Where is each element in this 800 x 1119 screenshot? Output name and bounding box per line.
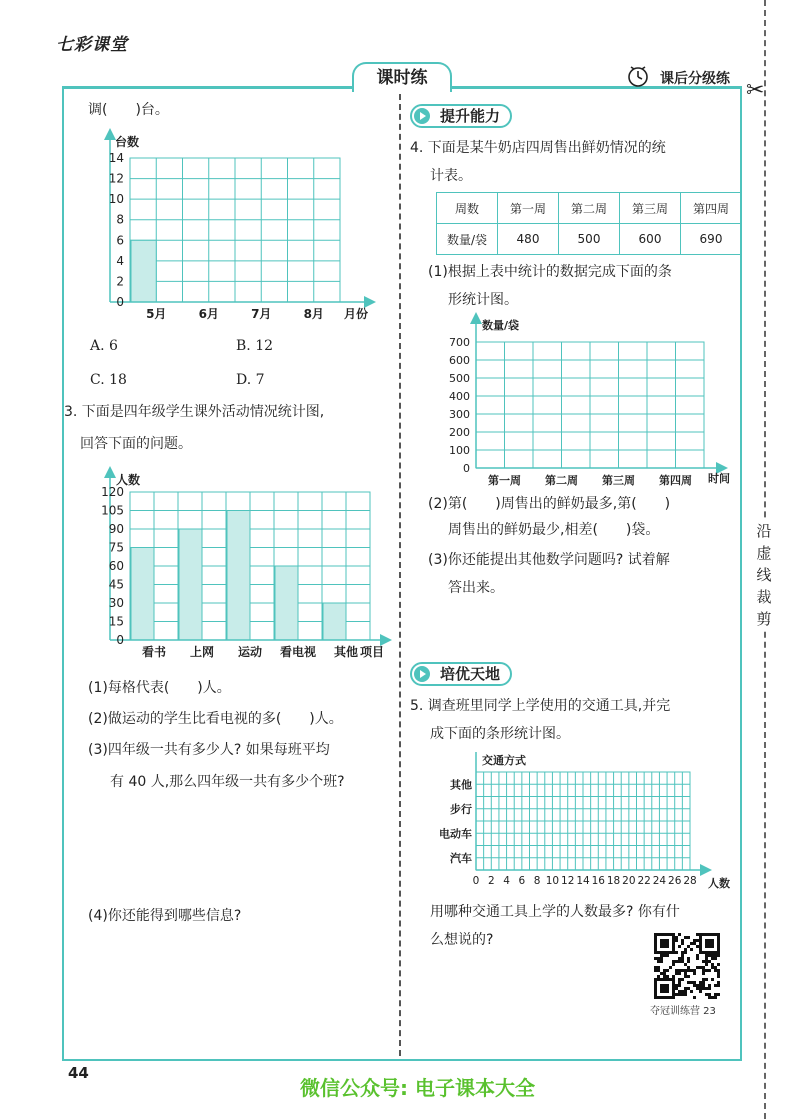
y-tick-label: 600 — [449, 354, 470, 367]
qr-module — [660, 957, 663, 960]
chart-transport — [430, 744, 740, 892]
cut-char: 线 — [756, 566, 772, 584]
qr-module — [711, 978, 714, 981]
qr-module — [714, 993, 717, 996]
qr-finder — [660, 939, 669, 948]
qr-module — [681, 990, 684, 993]
qr-module — [693, 984, 696, 987]
x-tick-label: 12 — [561, 875, 575, 887]
qr-module — [687, 945, 690, 948]
qr-module — [675, 984, 678, 987]
qr-module — [711, 954, 714, 957]
x-tick-label: 16 — [591, 875, 605, 887]
qr-module — [684, 972, 687, 975]
qr-module — [672, 975, 675, 978]
qr-module — [711, 966, 714, 969]
x-tick-label: 看书 — [141, 645, 167, 659]
qr-module — [693, 972, 696, 975]
qr-module — [681, 969, 684, 972]
table-cell: 周数 — [437, 193, 498, 224]
qr-module — [705, 954, 708, 957]
qr-module — [681, 978, 684, 981]
qr-module — [675, 960, 678, 963]
qr-module — [714, 996, 717, 999]
qr-module — [705, 957, 708, 960]
qr-module — [717, 984, 720, 987]
qr-module — [681, 951, 684, 954]
qr-module — [678, 960, 681, 963]
q2-tail: 调( )台。 — [88, 102, 169, 118]
qr-module — [708, 984, 711, 987]
y-tick-label: 700 — [449, 336, 470, 349]
qr-module — [690, 981, 693, 984]
qr-module — [684, 990, 687, 993]
x-tick-label: 2 — [487, 875, 495, 887]
qr-module — [690, 990, 693, 993]
qr-module — [663, 954, 666, 957]
qr-module — [708, 987, 711, 990]
qr-module — [702, 984, 705, 987]
qr-module — [705, 969, 708, 972]
qr-module — [684, 936, 687, 939]
table-cell: 第二周 — [559, 193, 620, 224]
y-tick-label: 6 — [116, 233, 124, 248]
bar — [275, 566, 298, 640]
qr-module — [702, 966, 705, 969]
qr-module — [705, 987, 708, 990]
qr-module — [702, 960, 705, 963]
y-tick-label: 步行 — [450, 802, 472, 816]
qr-module — [693, 969, 696, 972]
qr-module — [717, 954, 720, 957]
cut-char: 裁 — [756, 588, 772, 606]
qr-module — [687, 936, 690, 939]
clock-icon — [626, 64, 650, 88]
x-tick-label: 其他 — [333, 645, 359, 659]
section-heading-improve — [410, 104, 512, 128]
y-tick-label: 300 — [449, 408, 470, 421]
qr-module — [699, 981, 702, 984]
qr-module — [675, 936, 678, 939]
qr-module — [681, 993, 684, 996]
qr-module — [702, 978, 705, 981]
x-tick-label: 4 — [503, 875, 510, 887]
y-tick-label: 14 — [108, 151, 124, 165]
section-heading-text: 培优天地 — [440, 665, 501, 683]
q4-part1-line1: (1)根据上表中统计的数据完成下面的条 — [428, 264, 672, 280]
cut-instruction — [752, 520, 776, 630]
qr-module — [657, 966, 660, 969]
brand-logo: 七彩课堂 — [56, 35, 128, 55]
table-cell: 600 — [620, 224, 681, 255]
qr-module — [687, 981, 690, 984]
x-tick-label: 6 — [518, 875, 526, 887]
option-c[interactable]: C. 18 — [90, 372, 127, 388]
qr-module — [678, 978, 681, 981]
table-cell: 第一周 — [498, 193, 559, 224]
qr-module — [708, 954, 711, 957]
y-tick-label: 400 — [449, 390, 470, 403]
qr-module — [681, 939, 684, 942]
qr-module — [660, 960, 663, 963]
play-icon — [414, 108, 430, 124]
qr-module — [696, 984, 699, 987]
y-tick-label: 其他 — [450, 778, 472, 792]
y-tick-label: 105 — [101, 503, 124, 518]
qr-module — [687, 975, 690, 978]
x-tick-label: 0 — [472, 875, 480, 887]
q3-line1: 3. 下面是四年级学生课外活动情况统计图, — [64, 404, 325, 420]
q4-part3-line1: (3)你还能提出其他数学问题吗? 试着解 — [428, 552, 670, 568]
y-tick-label: 200 — [449, 426, 470, 439]
q4-part3-line2: 答出来。 — [448, 580, 504, 596]
y-axis-label: 人数 — [116, 473, 141, 487]
q4-part2-line1: (2)第( )周售出的鲜奶最多,第( ) — [428, 496, 671, 512]
table-cell: 690 — [681, 224, 742, 255]
x-tick-label: 8月 — [303, 307, 324, 321]
qr-module — [657, 969, 660, 972]
qr-module — [687, 957, 690, 960]
qr-module — [684, 969, 687, 972]
table-cell: 数量/袋 — [437, 224, 498, 255]
y-tick-label: 30 — [108, 596, 124, 610]
qr-module — [714, 957, 717, 960]
bar — [131, 548, 154, 641]
x-tick-label: 7月 — [251, 307, 272, 321]
qr-module — [675, 969, 678, 972]
x-tick-label: 6月 — [198, 307, 219, 321]
q5-line2: 成下面的条形统计图。 — [430, 726, 570, 742]
q4-part1-line2: 形统计图。 — [448, 292, 518, 308]
qr-module — [654, 957, 657, 960]
qr-module — [702, 972, 705, 975]
qr-module — [666, 969, 669, 972]
qr-module — [675, 993, 678, 996]
q3-part3-line2: 有 40 人,那么四年级一共有多少个班? — [110, 774, 345, 790]
x-tick-label: 18 — [606, 875, 621, 887]
qr-module — [702, 969, 705, 972]
qr-module — [684, 951, 687, 954]
qr-module — [717, 975, 720, 978]
qr-module — [675, 939, 678, 942]
y-tick-label: 120 — [101, 485, 124, 499]
qr-module — [675, 987, 678, 990]
qr-module — [666, 954, 669, 957]
qr-module — [681, 957, 684, 960]
qr-module — [684, 948, 687, 951]
qr-module — [714, 969, 717, 972]
qr-module — [696, 945, 699, 948]
y-tick-label: 100 — [449, 444, 470, 457]
qr-code-icon[interactable] — [654, 933, 720, 999]
qr-finder — [660, 984, 669, 993]
qr-module — [666, 975, 669, 978]
option-b[interactable]: B. 12 — [236, 338, 274, 354]
qr-module — [705, 963, 708, 966]
q3-part2: (2)做运动的学生比看电视的多( )人。 — [88, 711, 343, 727]
table-header-row — [437, 193, 742, 224]
cut-char: 沿 — [756, 522, 772, 540]
y-tick-label: 15 — [108, 614, 124, 629]
x-tick-label: 26 — [668, 875, 682, 887]
qr-module — [714, 954, 717, 957]
qr-module — [657, 960, 660, 963]
qr-module — [657, 975, 660, 978]
y-tick-label: 电动车 — [439, 827, 472, 841]
y-tick-label: 2 — [116, 274, 124, 289]
qr-module — [696, 954, 699, 957]
qr-module — [678, 972, 681, 975]
qr-module — [708, 996, 711, 999]
y-axis-label: 交通方式 — [482, 754, 526, 767]
table-cell: 480 — [498, 224, 559, 255]
qr-module — [684, 975, 687, 978]
x-tick-label: 上网 — [189, 645, 215, 659]
x-tick-label: 22 — [637, 875, 651, 887]
chart-tv-sales — [70, 128, 390, 328]
qr-module — [678, 981, 681, 984]
qr-module — [669, 966, 672, 969]
qr-module — [681, 954, 684, 957]
qr-module — [699, 990, 702, 993]
bar — [179, 529, 202, 640]
bar — [323, 603, 346, 640]
qr-module — [699, 966, 702, 969]
y-axis-label: 数量/袋 — [482, 319, 520, 332]
y-tick-label: 45 — [108, 577, 124, 592]
chart-milk-sales — [436, 312, 740, 488]
qr-module — [678, 990, 681, 993]
qr-module — [672, 963, 675, 966]
qr-module — [711, 963, 714, 966]
q5-question-line2: 么想说的? — [430, 932, 494, 948]
qr-module — [705, 993, 708, 996]
qr-module — [696, 966, 699, 969]
qr-module — [660, 954, 663, 957]
footer-note: 微信公众号: 电子课本大全 — [300, 1076, 535, 1100]
qr-module — [690, 969, 693, 972]
qr-module — [657, 957, 660, 960]
qr-caption: 夺冠训练营 23 — [650, 1006, 716, 1017]
option-d[interactable]: D. 7 — [236, 372, 265, 388]
x-tick-label: 第一周 — [488, 474, 521, 487]
bar — [131, 240, 156, 302]
qr-module — [678, 933, 681, 936]
y-tick-label: 4 — [116, 253, 124, 268]
qr-module — [699, 984, 702, 987]
section-heading-advanced — [410, 662, 512, 686]
y-tick-label: 汽车 — [450, 851, 472, 865]
q3-part3-line1: (3)四年级一共有多少人? 如果每班平均 — [88, 742, 330, 758]
x-tick-label: 看电视 — [279, 645, 317, 659]
q5-line1: 5. 调查班里同学上学使用的交通工具,并完 — [410, 698, 671, 714]
qr-module — [696, 957, 699, 960]
qr-module — [693, 942, 696, 945]
section-heading-text: 提升能力 — [440, 107, 501, 125]
cut-char: 虚 — [756, 544, 772, 562]
qr-module — [714, 984, 717, 987]
y-tick-label: 0 — [463, 462, 470, 475]
x-axis-label: 时间 — [708, 472, 730, 485]
page-number: 44 — [68, 1064, 89, 1082]
q3-part4: (4)你还能得到哪些信息? — [88, 908, 242, 924]
qr-module — [663, 972, 666, 975]
table-cell: 第三周 — [620, 193, 681, 224]
x-tick-label: 28 — [683, 875, 697, 887]
qr-module — [684, 987, 687, 990]
qr-module — [681, 960, 684, 963]
qr-module — [684, 963, 687, 966]
qr-module — [687, 969, 690, 972]
qr-module — [684, 993, 687, 996]
option-a[interactable]: A. 6 — [90, 338, 118, 354]
y-tick-label: 90 — [108, 522, 124, 536]
qr-module — [678, 945, 681, 948]
q5-question-line1: 用哪种交通工具上学的人数最多? 你有什 — [430, 904, 680, 920]
qr-module — [690, 948, 693, 951]
x-tick-label: 8 — [533, 875, 541, 887]
qr-module — [705, 978, 708, 981]
qr-module — [717, 993, 720, 996]
table-cell: 500 — [559, 224, 620, 255]
qr-module — [717, 963, 720, 966]
page-title: 课时练 — [352, 62, 452, 92]
qr-module — [702, 987, 705, 990]
qr-module — [660, 972, 663, 975]
qr-module — [678, 957, 681, 960]
qr-module — [687, 966, 690, 969]
qr-module — [696, 939, 699, 942]
qr-finder — [705, 939, 714, 948]
qr-module — [654, 966, 657, 969]
qr-module — [687, 987, 690, 990]
qr-module — [678, 984, 681, 987]
x-tick-label: 24 — [652, 875, 667, 887]
y-tick-label: 8 — [116, 212, 124, 227]
qr-module — [693, 939, 696, 942]
qr-module — [678, 969, 681, 972]
x-axis-label: 人数 — [708, 877, 730, 890]
y-tick-label: 12 — [108, 171, 124, 186]
qr-module — [708, 993, 711, 996]
x-tick-label: 第四周 — [659, 474, 692, 487]
y-axis-label: 台数 — [115, 135, 140, 149]
y-tick-label: 75 — [108, 540, 124, 555]
q3-line2: 回答下面的问题。 — [80, 436, 192, 452]
section-sublabel: 课后分级练 — [660, 71, 730, 87]
qr-module — [717, 981, 720, 984]
table-row — [437, 224, 742, 255]
x-tick-label: 10 — [545, 875, 560, 887]
qr-module — [672, 960, 675, 963]
x-axis-label: 月份 — [344, 307, 369, 321]
qr-module — [687, 960, 690, 963]
qr-module — [693, 981, 696, 984]
column-divider — [399, 94, 401, 1056]
chart-activities — [70, 466, 394, 666]
y-tick-label: 60 — [108, 559, 124, 573]
qr-module — [708, 960, 711, 963]
qr-module — [717, 969, 720, 972]
qr-module — [681, 942, 684, 945]
qr-module — [696, 933, 699, 936]
qr-module — [708, 969, 711, 972]
qr-module — [696, 987, 699, 990]
qr-module — [693, 996, 696, 999]
y-tick-label: 500 — [449, 372, 470, 385]
q4-part2-line2: 周售出的鲜奶最少,相差( )袋。 — [448, 522, 660, 538]
y-tick-label: 10 — [108, 192, 124, 207]
y-tick-label: 0 — [116, 633, 124, 647]
qr-module — [690, 942, 693, 945]
x-tick-label: 第二周 — [545, 474, 578, 487]
qr-module — [675, 951, 678, 954]
play-icon — [414, 666, 430, 682]
bar — [227, 511, 250, 641]
x-tick-label: 5月 — [146, 307, 167, 321]
table-cell: 第四周 — [681, 193, 742, 224]
qr-module — [702, 981, 705, 984]
x-tick-label: 20 — [622, 875, 636, 887]
qr-module — [675, 972, 678, 975]
q4-line2: 计表。 — [430, 168, 472, 184]
x-axis-label: 项目 — [360, 645, 385, 659]
qr-module — [705, 960, 708, 963]
x-tick-label: 第三周 — [602, 474, 635, 487]
milk-sales-table — [436, 192, 742, 255]
y-tick-label: 0 — [116, 295, 124, 309]
scissors-icon: ✂ — [746, 78, 765, 103]
qr-module — [711, 996, 714, 999]
qr-module — [654, 969, 657, 972]
qr-module — [663, 969, 666, 972]
qr-module — [717, 972, 720, 975]
q3-part1: (1)每格代表( )人。 — [88, 680, 231, 696]
qr-module — [663, 975, 666, 978]
cut-char: 剪 — [756, 610, 772, 628]
qr-module — [711, 957, 714, 960]
qr-module — [714, 966, 717, 969]
x-tick-label: 14 — [576, 875, 590, 887]
qr-module — [678, 993, 681, 996]
q4-line1: 4. 下面是某牛奶店四周售出鲜奶情况的统 — [410, 140, 666, 156]
qr-module — [699, 987, 702, 990]
x-tick-label: 运动 — [237, 645, 263, 659]
